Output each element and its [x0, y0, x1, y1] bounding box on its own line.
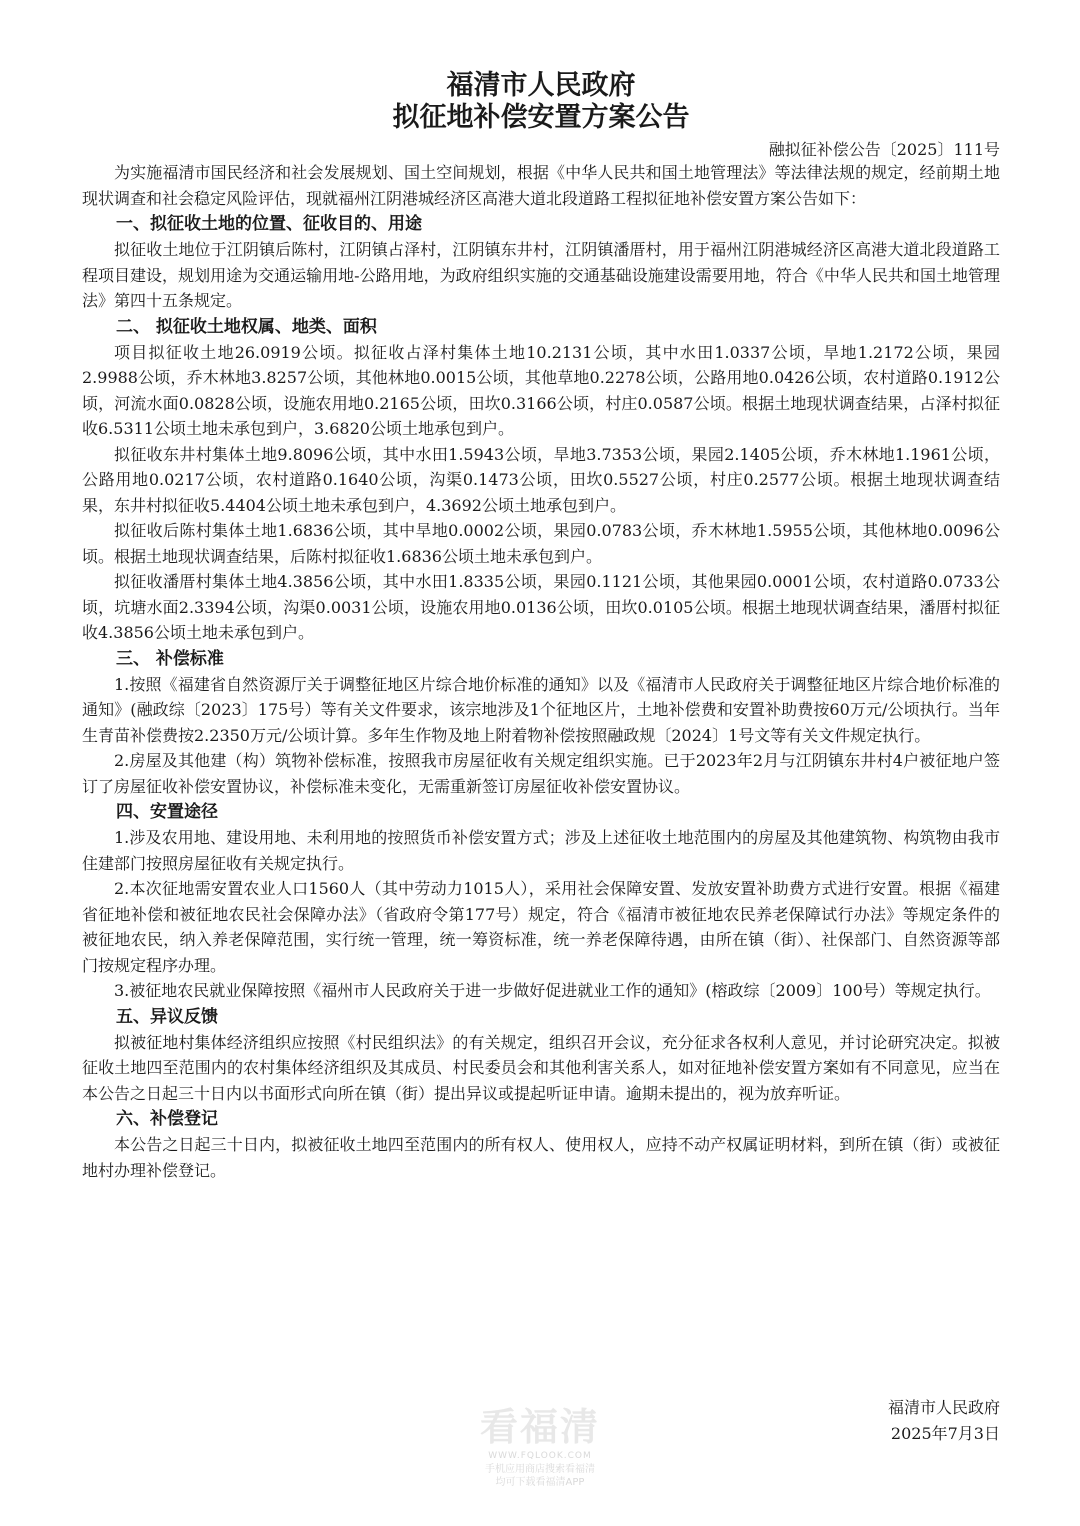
section-1-paragraph: 拟征收土地位于江阴镇后陈村，江阴镇占泽村，江阴镇东井村，江阴镇潘厝村，用于福州江阴港城经济区高港大道北段道路工程项目建设，规划用途为交通运输用地-公路用地，为政府组织实施的交通基础设施建设需要用地，符合《中华人民共和国土地管理法》第四十五条规定。	[82, 240, 1000, 310]
section-3-heading: 三、 补偿标准	[116, 648, 224, 669]
section-2-paragraph-houchen: 拟征收后陈村集体土地1.6836公顷，其中旱地0.0002公顷，果园0.0783公顷，乔木林地1.5955公顷，其他林地0.0096公顷。根据土地现状调查结果，后陈村拟征收1.6836公顷土地未承包到户。	[82, 521, 1000, 566]
section-3-paragraph-1: 1.按照《福建省自然资源厅关于调整征地区片综合地价标准的通知》以及《福清市人民政府关于调整征地区片综合地价标准的通知》(融政综〔2023〕175号）等有关文件要求，该宗地涉及1个征地区片，土地补偿费和安置补助费按60万元/公顷执行。当年生青苗补偿费按2.2350万元/公顷计算。多年生作物及地上附着物补偿按照融政规〔2024〕1号文等有关文件规定执行。	[82, 674, 1000, 745]
intro-paragraph: 为实施福清市国民经济和社会发展规划、国土空间规划，根据《中华人民共和国土地管理法》等法律法规的规定，经前期土地现状调查和社会稳定风险评估，现就福州江阴港城经济区高港大道北段道路工程拟征地补偿安置方案公告如下：	[82, 163, 1000, 208]
page-title: 福清市人民政府	[446, 70, 636, 101]
watermark-slogan-2: 均可下载看福清APP	[495, 1477, 585, 1488]
section-6-paragraph: 本公告之日起三十日内，拟被征收土地四至范围内的所有权人、使用权人，应持不动产权属证明材料，到所在镇（街）或被征地村办理补偿登记。	[82, 1135, 1000, 1180]
section-4-heading: 四、安置途径	[116, 802, 218, 822]
section-4-paragraph-3: 3.被征地农民就业保障按照《福州市人民政府关于进一步做好促进就业工作的通知》(榕政综〔2009〕100号）等规定执行。	[114, 981, 991, 1000]
section-5-heading: 五、异议反馈	[116, 1006, 218, 1027]
document-body	[82, 160, 1000, 1183]
section-2-paragraph-zhanze: 项目拟征收土地26.0919公顷。拟征收占泽村集体土地10.2131公顷，其中水田1.0337公顷，旱地1.2172公顷，果园2.9988公顷，乔木林地3.8257公顷，其他林地0.0015公顷，其他草地0.2278公顷，公路用地0.0426公顷，农村道路0.1912公顷，河流水面0.0828公顷，设施农用地0.2165公顷，田坎0.3166公顷，村庄0.0587公顷。根据土地现状调查结果，占泽村拟征收6.5311公顷土地未承包到户，3.6820公顷土地承包到户。	[82, 342, 1000, 438]
document-number: 融拟征补偿公告〔2025〕111号	[768, 140, 1000, 159]
section-6-heading: 六、补偿登记	[116, 1109, 218, 1129]
section-1-heading: 一、拟征收土地的位置、征收目的、用途	[116, 214, 422, 234]
section-2-heading: 二、 拟征收土地权属、地类、面积	[116, 316, 377, 337]
watermark-logo: 看福清	[479, 1405, 600, 1449]
section-4-paragraph-2: 2.本次征地需安置农业人口1560人（其中劳动力1015人），采用社会保障安置、发放安置补助费方式进行安置。根据《福建省征地补偿和被征地农民社会保障办法》（省政府令第177号）规定，符合《福清市被征地农民养老保障试行办法》等规定条件的被征地农民，纳入养老保障范围，实行统一管理，统一筹资标准，统一养老保障待遇，由所在镇（街）、社保部门、自然资源等部门按规定程序办理。	[82, 879, 1000, 975]
section-2-paragraph-pancuo: 拟征收潘厝村集体土地4.3856公顷，其中水田1.8335公顷，果园0.1121公顷，其他果园0.0001公顷，农村道路0.0733公顷，坑塘水面2.3394公顷，沟渠0.0031公顷，设施农用地0.0136公顷，田坎0.0105公顷。根据土地现状调查结果，潘厝村拟征收4.3856公顷土地未承包到户。	[82, 572, 1000, 642]
section-3-paragraph-2: 2.房屋及其他建（构）筑物补偿标准，按照我市房屋征收有关规定组织实施。已于2023年2月与江阴镇东井村4户被征地户签订了房屋征收补偿安置协议，补偿标准未变化，无需重新签订房屋征收补偿安置协议。	[82, 751, 1000, 796]
section-2-paragraph-dongjing: 拟征收东井村集体土地9.8096公顷，其中水田1.5943公顷，旱地3.7353公顷，果园2.1405公顷，乔木林地1.1961公顷，公路用地0.0217公顷，农村道路0.1640公顷，沟渠0.1473公顷，田坎0.5527公顷，村庄0.2577公顷。根据土地现状调查结果，东井村拟征收5.4404公顷土地未承包到户，4.3692公顷土地承包到户。	[82, 444, 1000, 515]
watermark-slogan-1: 手机应用商店搜索看福清	[485, 1464, 595, 1475]
section-4-paragraph-1: 1.涉及农用地、建设用地、未利用地的按照货币补偿安置方式；涉及上述征收土地范围内的房屋及其他建筑物、构筑物由我市住建部门按照房屋征收有关规定执行。	[82, 828, 1000, 873]
section-5-paragraph: 拟被征地村集体经济组织应按照《村民组织法》的有关规定，组织召开会议，充分征求各权利人意见，并讨论研究决定。拟被征收土地四至范围内的农村集体经济组织及其成员、村民委员会和其他利害关系人，如对征地补偿安置方案如有不同意见，应当在本公告之日起三十日内以书面形式向所在镇（街）提出异议或提起听证申请。逾期未提出的，视为放弃听证。	[82, 1032, 1000, 1103]
signature-date: 2025年7月3日	[890, 1424, 1000, 1443]
page-subtitle: 拟征地补偿安置方案公告	[392, 102, 690, 133]
signature-organization: 福清市人民政府	[887, 1398, 1000, 1417]
watermark	[470, 1405, 610, 1489]
watermark-url: WWW.FQLOOK.COM	[488, 1451, 592, 1461]
